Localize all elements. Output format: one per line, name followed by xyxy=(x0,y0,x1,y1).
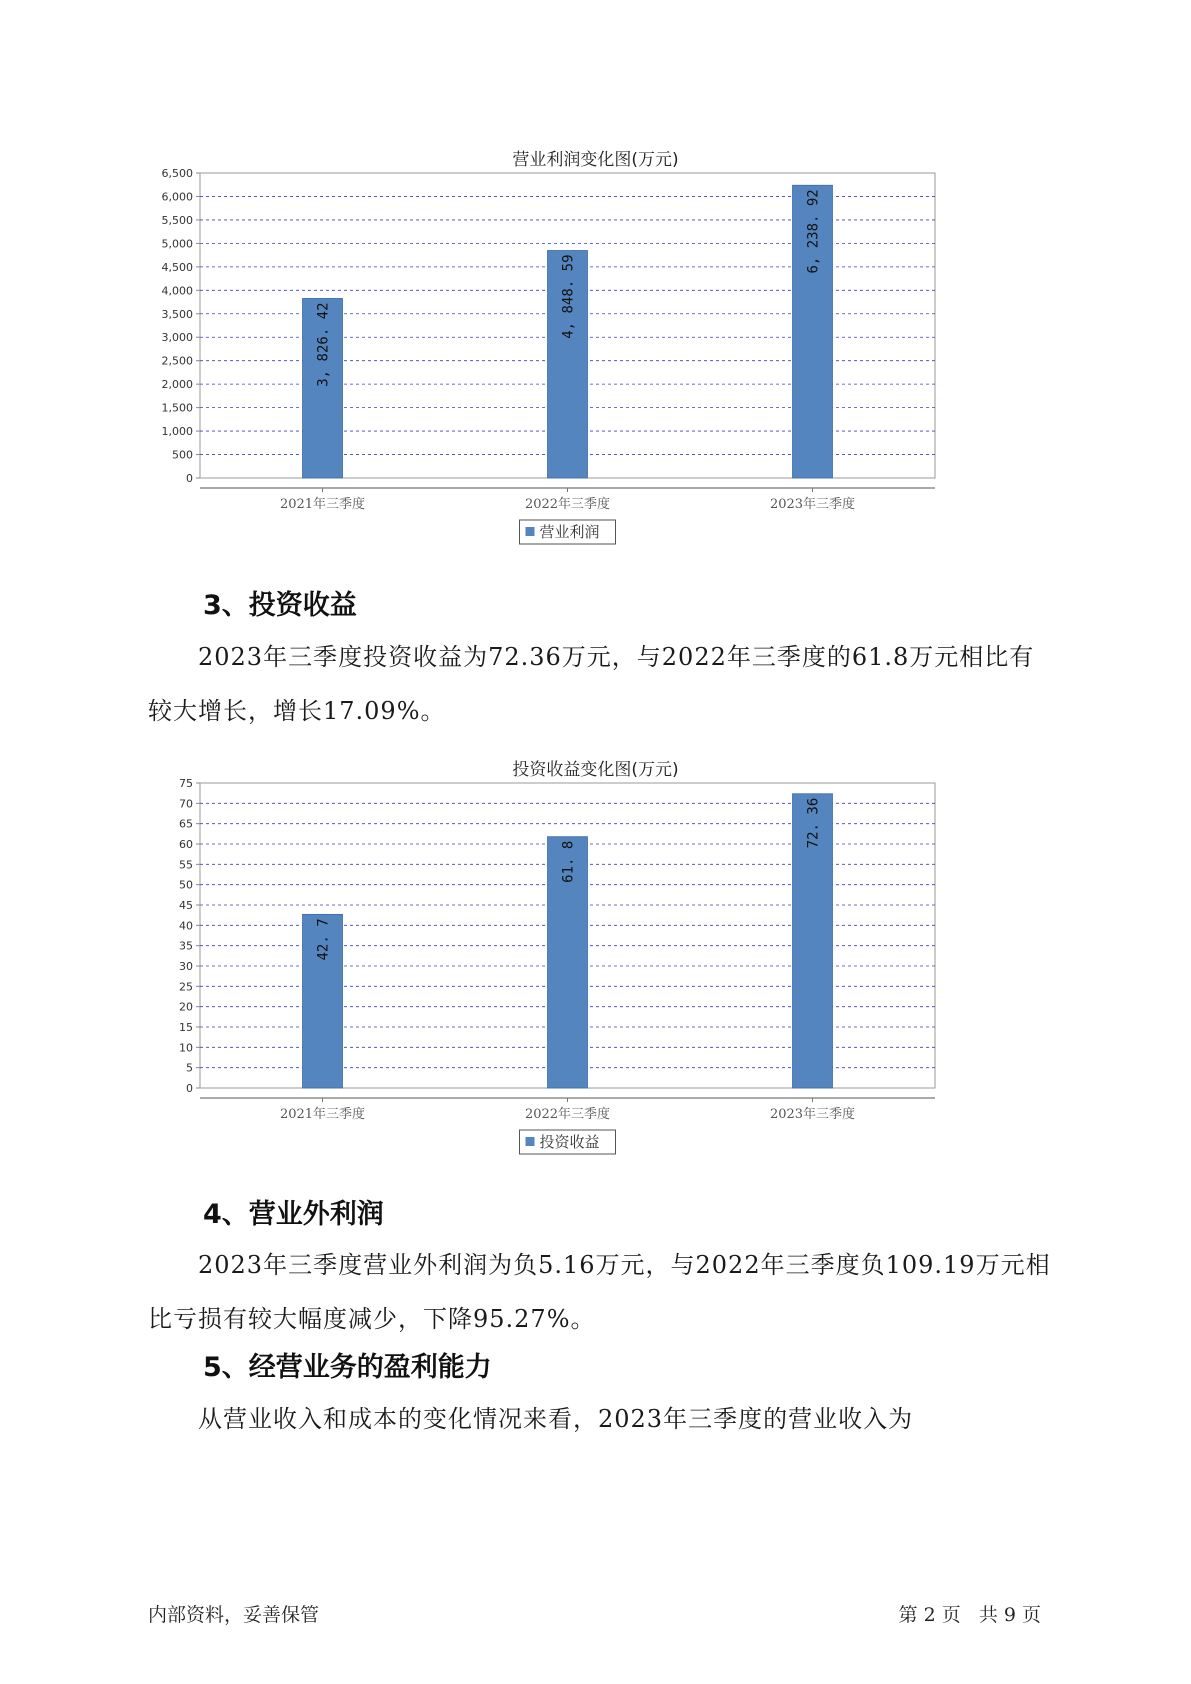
chart1-title: 营业利润变化图(万元) xyxy=(512,150,679,170)
x-tick-label: 2021年三季度 xyxy=(279,1107,366,1122)
section3-heading: 3、投资收益 xyxy=(203,590,357,621)
y-tick-label: 0 xyxy=(186,1082,193,1095)
bar-value-label: 6, 238. 92 xyxy=(805,189,822,274)
y-tick-label: 60 xyxy=(179,838,193,851)
y-tick-label: 10 xyxy=(179,1041,193,1055)
y-tick-label: 5,500 xyxy=(161,213,193,227)
section4-paragraph: 2023年三季度营业外利润为负5.16万元，与2022年三季度负109.19万元相比亏损有较大幅度减少，下降95.27%。 xyxy=(148,1251,1051,1333)
y-tick-label: 15 xyxy=(179,1021,193,1034)
y-tick-label: 500 xyxy=(172,448,193,462)
legend-swatch xyxy=(526,1137,535,1146)
bar-value-label: 3, 826. 42 xyxy=(315,302,332,387)
y-tick-label: 75 xyxy=(179,777,193,790)
y-tick-label: 70 xyxy=(179,797,193,811)
bar-value-label: 42. 7 xyxy=(315,918,332,961)
y-tick-label: 50 xyxy=(179,878,193,892)
y-tick-label: 1,500 xyxy=(161,401,193,415)
legend-label: 投资收益 xyxy=(539,1133,600,1151)
operating-profit-chart xyxy=(160,165,1020,565)
x-tick-label: 2022年三季度 xyxy=(524,1107,611,1122)
x-tick-label: 2023年三季度 xyxy=(769,1107,856,1122)
y-tick-label: 20 xyxy=(179,1000,193,1014)
bar-value-label: 72. 36 xyxy=(805,797,822,849)
section5-heading: 5、经营业务的盈利能力 xyxy=(203,1352,492,1383)
y-tick-label: 6,500 xyxy=(161,167,193,180)
footer-confidential-note: 内部资料，妥善保管 xyxy=(148,1604,320,1626)
y-tick-label: 55 xyxy=(179,858,193,872)
y-tick-label: 0 xyxy=(186,472,193,485)
y-tick-label: 5 xyxy=(186,1061,193,1075)
y-tick-label: 3,500 xyxy=(161,307,193,321)
y-tick-label: 5,000 xyxy=(161,237,193,251)
y-tick-label: 25 xyxy=(179,980,193,994)
investment-income-chart xyxy=(160,775,1020,1175)
y-tick-label: 6,000 xyxy=(161,190,193,204)
y-tick-label: 1,000 xyxy=(161,425,193,439)
y-tick-label: 30 xyxy=(179,960,193,973)
bar-value-label: 61. 8 xyxy=(560,840,577,883)
section5-paragraph: 从营业收入和成本的变化情况来看，2023年三季度的营业收入为 xyxy=(198,1405,914,1433)
y-tick-label: 4,000 xyxy=(161,284,193,298)
y-tick-label: 40 xyxy=(179,919,193,933)
y-tick-label: 3,000 xyxy=(161,331,193,345)
y-tick-label: 45 xyxy=(179,899,193,912)
y-tick-label: 2,000 xyxy=(161,378,193,392)
legend xyxy=(520,1130,616,1154)
y-tick-label: 2,500 xyxy=(161,354,193,368)
x-tick-label: 2021年三季度 xyxy=(279,497,366,512)
footer-page-number: 第 2 页 共 9 页 xyxy=(898,1604,1041,1626)
legend-label: 营业利润 xyxy=(539,523,600,541)
chart2-title: 投资收益变化图(万元) xyxy=(512,760,679,780)
x-tick-label: 2023年三季度 xyxy=(769,497,856,512)
section4-heading: 4、营业外利润 xyxy=(203,1199,384,1230)
legend xyxy=(520,520,616,544)
x-tick-label: 2022年三季度 xyxy=(524,497,611,512)
y-tick-label: 4,500 xyxy=(161,260,193,274)
section3-paragraph: 2023年三季度投资收益为72.36万元，与2022年三季度的61.8万元相比有较大增长，增长17.09%。 xyxy=(148,643,1035,725)
bar-value-label: 4, 848. 59 xyxy=(560,254,577,339)
y-tick-label: 35 xyxy=(179,939,193,953)
y-tick-label: 65 xyxy=(179,817,193,831)
legend-swatch xyxy=(526,527,535,536)
